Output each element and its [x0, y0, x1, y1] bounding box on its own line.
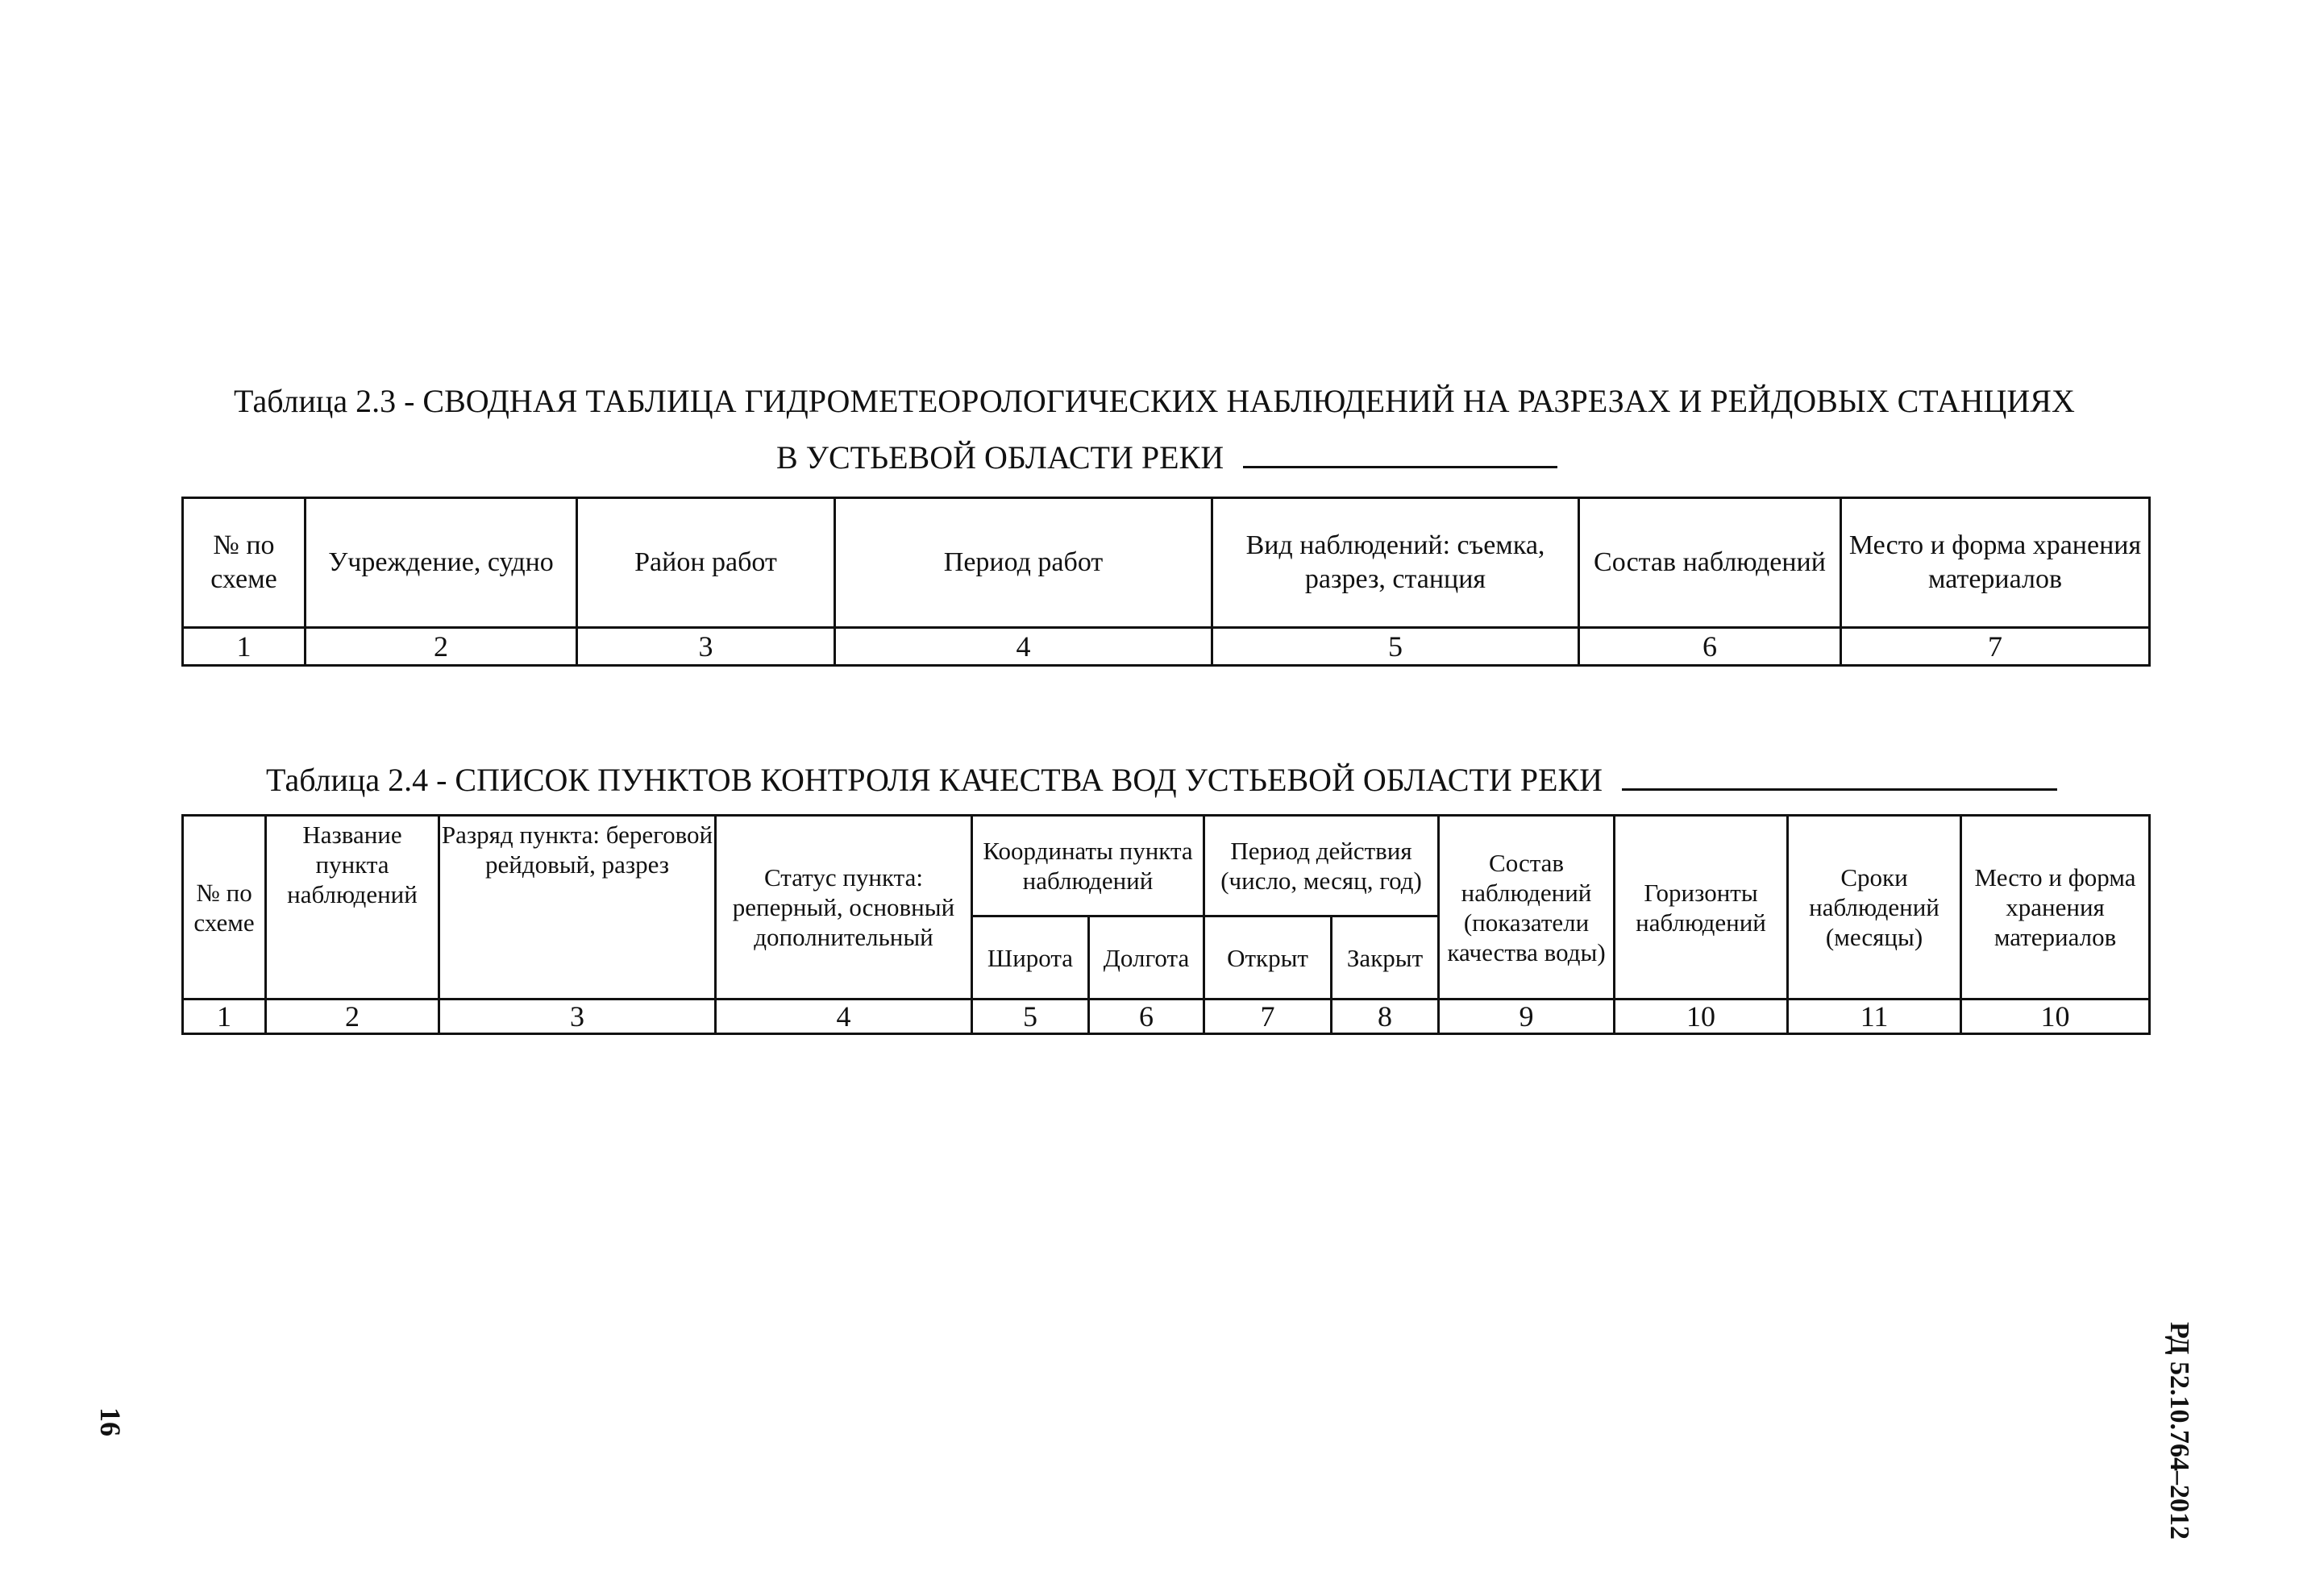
table-2-4-header-cell: Горизонты наблюдений — [1615, 816, 1788, 1000]
table-2-3-subtitle-text: В УСТЬЕВОЙ ОБЛАСТИ РЕКИ — [776, 439, 1224, 476]
table-2-4-header-cell: Разряд пункта: береговой рейдовый, разрез — [439, 816, 716, 1000]
table-2-4-header-cell: Координаты пункта наблюдений — [972, 816, 1204, 916]
table-2-3-column-number: 3 — [577, 628, 835, 666]
table-2-3-number-row — [183, 628, 2150, 666]
table-2-3-column-number: 1 — [183, 628, 306, 666]
table-2-3-header-cell: Состав наблюдений — [1579, 498, 1841, 628]
table-2-3-title — [234, 382, 2075, 421]
table-2-4-header-cell: Закрыт — [1332, 916, 1439, 1000]
river-name-blank — [1243, 438, 1557, 468]
table-2-4-column-number: 10 — [1961, 1000, 2150, 1034]
table-2-4-header-cell: Состав наблюдений (показатели качества воды) — [1439, 816, 1615, 1000]
table-2-3-header-cell: № по схеме — [183, 498, 306, 628]
table-2-3-header-cell: Район работ — [577, 498, 835, 628]
table-2-4-header-cell: Название пункта наблюдений — [266, 816, 439, 1000]
table-2-4-column-number: 5 — [972, 1000, 1089, 1034]
table-2-4-column-number: 8 — [1332, 1000, 1439, 1034]
table-2-3-title-text: Таблица 2.3 - СВОДНАЯ ТАБЛИЦА ГИДРОМЕТЕОРОЛОГИЧЕСКИХ НАБЛЮДЕНИЙ НА РАЗРЕЗАХ И РЕЙДОВЫХ СТАНЦИЯХ — [234, 383, 2075, 419]
table-2-3-column-number: 5 — [1212, 628, 1579, 666]
table-2-4-header-cell: Место и форма хранения материалов — [1961, 816, 2150, 1000]
table-2-4 — [181, 814, 2151, 1035]
table-2-4-column-number: 7 — [1204, 1000, 1332, 1034]
table-2-4-title-text: Таблица 2.4 - СПИСОК ПУНКТОВ КОНТРОЛЯ КАЧЕСТВА ВОД УСТЬЕВОЙ ОБЛАСТИ РЕКИ — [266, 762, 1603, 798]
table-2-3-column-number: 2 — [306, 628, 577, 666]
table-2-3-header-cell: Вид наблюдений: съемка, разрез, станция — [1212, 498, 1579, 628]
document-code: РД 52.10.764–2012 — [2164, 1322, 2194, 1540]
table-2-3-subtitle — [776, 438, 1557, 477]
table-2-4-column-number: 3 — [439, 1000, 716, 1034]
table-2-3-column-number: 7 — [1841, 628, 2150, 666]
table-2-4-column-number: 10 — [1615, 1000, 1788, 1034]
table-2-3-column-number: 6 — [1579, 628, 1841, 666]
table-2-4-title — [266, 761, 2057, 800]
table-2-4-header-cell: № по схеме — [183, 816, 266, 1000]
table-2-3-header-cell: Период работ — [835, 498, 1212, 628]
page-number: 16 — [94, 1407, 127, 1436]
table-2-4-header-cell: Сроки наблюдений (месяцы) — [1788, 816, 1961, 1000]
table-2-4-header-cell: Широта — [972, 916, 1089, 1000]
table-2-4-column-number: 4 — [716, 1000, 972, 1034]
river-name-blank — [1622, 761, 2057, 791]
table-2-4-header-cell: Долгота — [1089, 916, 1204, 1000]
table-2-4-column-number: 6 — [1089, 1000, 1204, 1034]
table-2-4-column-number: 1 — [183, 1000, 266, 1034]
table-2-3-header-cell: Учреждение, судно — [306, 498, 577, 628]
table-2-3-column-number: 4 — [835, 628, 1212, 666]
table-2-4-column-number: 2 — [266, 1000, 439, 1034]
table-2-3-header-row — [183, 498, 2150, 628]
table-2-3-header-cell: Место и форма хранения материалов — [1841, 498, 2150, 628]
table-2-4-header-cell: Статус пункта: реперный, основный дополнительный — [716, 816, 972, 1000]
table-2-4-number-row — [183, 1000, 2150, 1034]
table-2-3 — [181, 497, 2151, 667]
table-2-4-header-cell: Открыт — [1204, 916, 1332, 1000]
table-2-4-column-number: 9 — [1439, 1000, 1615, 1034]
table-2-4-column-number: 11 — [1788, 1000, 1961, 1034]
table-2-4-header-cell: Период действия (число, месяц, год) — [1204, 816, 1439, 916]
table-2-4-header-row — [183, 816, 2150, 916]
